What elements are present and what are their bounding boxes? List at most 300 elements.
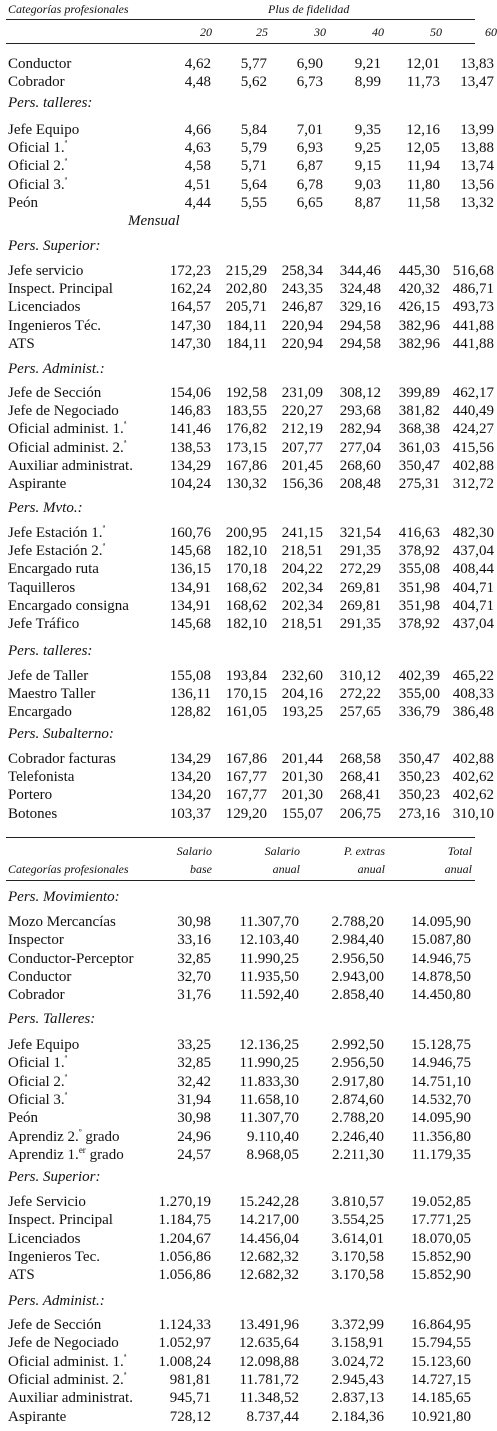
- column-header-line2: anual: [272, 862, 300, 876]
- year-header: 20: [200, 25, 212, 39]
- cell-value: 17.771,25: [411, 1212, 471, 1229]
- cell-value: 408,44: [452, 561, 494, 578]
- cell-value: 310,12: [339, 668, 381, 684]
- cell-value: 11.781,72: [239, 1371, 299, 1388]
- cell-value: 272,29: [339, 561, 381, 578]
- cell-value: 493,73: [452, 299, 494, 316]
- cell-value: 201,30: [281, 787, 323, 804]
- cell-value: 30,98: [177, 914, 211, 930]
- cell-value: 445,30: [398, 263, 440, 279]
- table-row: [0, 685, 494, 703]
- cell-value: 30,98: [177, 1110, 211, 1127]
- cell-value: 218,51: [281, 543, 323, 560]
- table-row: [0, 156, 494, 175]
- cell-value: 184,11: [226, 317, 267, 334]
- cell-value: 167,77: [225, 787, 267, 804]
- cell-value: 232,60: [281, 668, 323, 684]
- ordinal-suffix: ª: [64, 1089, 68, 1100]
- cell-value: 350,23: [398, 787, 440, 804]
- table-row: [0, 194, 494, 212]
- cell-value: 382,96: [398, 335, 440, 352]
- row-label: Cobrador facturas: [8, 751, 116, 767]
- cell-value: 13.491,96: [239, 1317, 299, 1333]
- cell-value: 2.992,50: [331, 1037, 384, 1053]
- cell-value: 5,77: [240, 56, 267, 72]
- row-label: Licenciados: [8, 299, 81, 316]
- cell-value: 1.184,75: [158, 1212, 211, 1229]
- row-label: Inspector: [8, 932, 64, 949]
- cell-value: 14.095,90: [411, 1110, 471, 1127]
- row-label: Auxiliar administrat.: [8, 457, 133, 474]
- cell-value: 201,30: [281, 769, 323, 786]
- ordinal-suffix: º: [78, 1126, 82, 1137]
- cell-value: 402,88: [452, 751, 494, 767]
- row-label: Peón: [8, 1110, 38, 1127]
- cell-value: 204,16: [281, 686, 323, 703]
- cell-value: 8.968,05: [246, 1146, 299, 1163]
- cell-value: 310,10: [452, 805, 494, 822]
- row-label: Mozo Mercancías: [8, 914, 116, 930]
- table-row: [0, 560, 494, 578]
- row-label: Oficial administ. 1.$^ª$: [8, 1351, 127, 1370]
- row-label: Inspect. Principal: [8, 281, 113, 298]
- cell-value: 145,68: [169, 616, 211, 632]
- section-title: Pers. Mvto.:: [8, 500, 83, 516]
- cell-value: 162,24: [169, 281, 211, 298]
- table1-column-header: Categorías profesionales: [8, 2, 129, 16]
- cell-value: 2.917,80: [331, 1073, 384, 1090]
- column-header-line1: P. extras: [343, 844, 385, 858]
- cell-value: 182,10: [225, 543, 267, 560]
- year-header: 40: [372, 25, 384, 39]
- table-row: [0, 768, 494, 786]
- cell-value: 12.136,25: [239, 1037, 299, 1053]
- section-title: Pers. Administ.:: [8, 361, 105, 377]
- cell-value: 404,71: [452, 579, 494, 596]
- table-row: [0, 174, 494, 194]
- ordinal-suffix: ª: [123, 419, 127, 430]
- cell-value: 201,45: [281, 457, 323, 474]
- cell-value: 402,88: [452, 457, 494, 474]
- cell-value: 192,58: [225, 385, 267, 401]
- cell-value: 437,04: [452, 543, 494, 560]
- row-label: Maestro Taller: [8, 686, 96, 703]
- table-row: [0, 335, 494, 353]
- table2-top-rule: [6, 837, 475, 838]
- cell-value: 273,16: [398, 805, 440, 822]
- cell-value: 18.070,05: [411, 1230, 471, 1247]
- cell-value: 147,30: [169, 335, 211, 352]
- cell-value: 9.110,40: [247, 1128, 299, 1145]
- cell-value: 134,91: [169, 597, 211, 614]
- cell-value: 14.751,10: [411, 1073, 471, 1090]
- row-label: Oficial 1.$^ª$: [8, 138, 68, 157]
- cell-value: 207,77: [281, 439, 323, 456]
- ordinal-suffix: ª: [64, 138, 68, 149]
- cell-value: 1.052,97: [158, 1335, 211, 1352]
- row-label: Encargado consigna: [8, 597, 129, 614]
- cell-value: 15.794,55: [411, 1335, 471, 1352]
- cell-value: 269,81: [339, 579, 381, 596]
- table-row: [0, 615, 494, 633]
- cell-value: 404,71: [452, 597, 494, 614]
- column-header-line2: base: [190, 862, 212, 876]
- cell-value: 155,08: [169, 668, 211, 684]
- cell-value: 134,29: [169, 457, 211, 474]
- cell-value: 11,80: [406, 176, 440, 193]
- table-row: [0, 1389, 481, 1407]
- row-label: Oficial administ. 1.$^ª$: [8, 419, 127, 438]
- cell-value: 160,76: [169, 525, 211, 541]
- row-label: Jefe Equipo: [8, 1037, 80, 1053]
- cell-value: 441,88: [452, 317, 494, 334]
- cell-value: 291,35: [339, 543, 381, 560]
- cell-value: 378,92: [398, 616, 440, 632]
- cell-value: 176,82: [225, 421, 267, 438]
- cell-value: 6,65: [296, 194, 323, 211]
- row-label: Cobrador: [8, 987, 65, 1004]
- cell-value: 1.204,67: [158, 1230, 211, 1247]
- cell-value: 4,58: [184, 158, 211, 175]
- cell-value: 11,58: [406, 194, 440, 211]
- cell-value: 202,80: [225, 281, 267, 298]
- cell-value: 2.211,30: [332, 1146, 384, 1163]
- cell-value: 136,15: [169, 561, 211, 578]
- cell-value: 294,58: [339, 317, 381, 334]
- year-header: 30: [314, 25, 326, 39]
- cell-value: 14.217,00: [239, 1212, 299, 1229]
- cell-value: 136,11: [170, 686, 211, 703]
- cell-value: 361,03: [398, 439, 440, 456]
- cell-value: 134,29: [169, 751, 211, 767]
- table-row: [0, 1054, 481, 1072]
- column-header-line2: anual: [357, 862, 385, 876]
- cell-value: 5,55: [240, 194, 267, 211]
- cell-value: 368,38: [398, 421, 440, 438]
- cell-value: 172,23: [169, 263, 211, 279]
- cell-value: 294,58: [339, 335, 381, 352]
- cell-value: 156,36: [281, 476, 323, 492]
- cell-value: 9,35: [354, 122, 381, 138]
- table2-header-rule: [6, 880, 475, 881]
- cell-value: 138,53: [169, 439, 211, 456]
- row-label: Licenciados: [8, 1230, 81, 1247]
- cell-value: 336,79: [398, 704, 440, 721]
- cell-value: 382,96: [398, 317, 440, 334]
- column-header-line2: anual: [444, 862, 472, 876]
- cell-value: 6,73: [296, 74, 323, 91]
- cell-value: 220,27: [281, 403, 323, 420]
- table-row: [0, 1248, 481, 1266]
- cell-value: 11.935,50: [239, 968, 299, 985]
- table-row: [0, 786, 494, 804]
- cell-value: 440,49: [452, 403, 494, 420]
- row-label: Oficial 2.$^ª$: [8, 1071, 68, 1090]
- cell-value: 1.008,24: [158, 1353, 211, 1370]
- cell-value: 2.788,20: [331, 914, 384, 930]
- cell-value: 167,86: [225, 751, 267, 767]
- cell-value: 201,44: [281, 751, 323, 767]
- cell-value: 386,48: [452, 704, 494, 721]
- cell-value: 11.592,40: [239, 987, 299, 1004]
- cell-value: 15.087,80: [411, 932, 471, 949]
- cell-value: 104,24: [169, 476, 211, 492]
- table-row: [0, 950, 481, 968]
- cell-value: 19.052,85: [411, 1194, 471, 1210]
- row-label: Peón: [8, 194, 38, 211]
- cell-value: 258,34: [281, 263, 323, 279]
- cell-value: 205,71: [225, 299, 267, 316]
- cell-value: 420,32: [398, 281, 440, 298]
- cell-value: 5,71: [240, 158, 267, 175]
- row-label: Jefe Equipo: [8, 122, 80, 138]
- row-label: Encargado ruta: [8, 561, 99, 578]
- cell-value: 31,76: [177, 987, 211, 1004]
- row-label: Jefe de Taller: [8, 668, 89, 684]
- row-label: Botones: [8, 805, 58, 822]
- cell-value: 355,00: [398, 686, 440, 703]
- cell-value: 402,62: [452, 769, 494, 786]
- table-row: [0, 805, 494, 823]
- cell-value: 321,54: [339, 525, 381, 541]
- cell-value: 15.852,90: [411, 1267, 471, 1284]
- table-row: [0, 121, 494, 139]
- table-row: [0, 437, 494, 457]
- cell-value: 4,63: [184, 140, 211, 157]
- cell-value: 14.532,70: [411, 1091, 471, 1108]
- cell-value: 2.956,50: [331, 950, 384, 967]
- cell-value: 168,62: [225, 597, 267, 614]
- section-title: Pers. Talleres:: [8, 1011, 96, 1027]
- table-row: [0, 541, 494, 560]
- cell-value: 3.554,25: [331, 1212, 384, 1229]
- cell-value: 272,22: [339, 686, 381, 703]
- cell-value: 170,15: [225, 686, 267, 703]
- cell-value: 3.024,72: [331, 1353, 384, 1370]
- cell-value: 14.456,04: [239, 1230, 299, 1247]
- cell-value: 11.179,35: [411, 1146, 471, 1163]
- table-row: [0, 419, 494, 438]
- cell-value: 269,81: [339, 597, 381, 614]
- row-label: Aprendiz 2.$^º$ grado: [8, 1126, 120, 1145]
- cell-value: 12.682,32: [239, 1248, 299, 1265]
- cell-value: 11,94: [406, 158, 440, 175]
- cell-value: 8,99: [354, 74, 381, 91]
- cell-value: 215,29: [225, 263, 267, 279]
- cell-value: 130,32: [225, 476, 267, 492]
- row-label: Jefe Tráfico: [8, 616, 80, 632]
- cell-value: 3.372,99: [331, 1317, 384, 1333]
- cell-value: 945,71: [169, 1390, 211, 1407]
- cell-value: 350,23: [398, 769, 440, 786]
- cell-value: 167,77: [225, 769, 267, 786]
- row-label: Ingenieros Tec.: [8, 1248, 100, 1265]
- cell-value: 184,11: [226, 335, 267, 352]
- cell-value: 6,87: [296, 158, 323, 175]
- cell-value: 134,20: [169, 769, 211, 786]
- cell-value: 381,82: [398, 403, 440, 420]
- table-row: [0, 138, 494, 157]
- cell-value: 202,34: [281, 579, 323, 596]
- cell-value: 257,65: [339, 704, 381, 721]
- table-row: [0, 262, 494, 280]
- cell-value: 1.056,86: [158, 1248, 211, 1265]
- cell-value: 12,01: [406, 56, 440, 72]
- row-label: ATS: [8, 1267, 35, 1284]
- cell-value: 220,94: [281, 317, 323, 334]
- cell-value: 351,98: [398, 579, 440, 596]
- row-label: Ingenieros Téc.: [8, 317, 102, 334]
- section-title: Pers. talleres:: [8, 643, 93, 659]
- cell-value: 11.990,25: [239, 950, 299, 967]
- cell-value: 2.246,40: [331, 1128, 384, 1145]
- ordinal-suffix: ª: [102, 541, 106, 552]
- cell-value: 3.170,58: [331, 1267, 384, 1284]
- table-row: [0, 750, 494, 768]
- cell-value: 351,98: [398, 597, 440, 614]
- cell-value: 486,71: [452, 281, 494, 298]
- table-row: [0, 1193, 481, 1211]
- ordinal-suffix: er: [78, 1144, 86, 1155]
- cell-value: 146,83: [169, 403, 211, 420]
- cell-value: 355,08: [398, 561, 440, 578]
- cell-value: 4,66: [184, 122, 211, 138]
- cell-value: 12.682,32: [239, 1267, 299, 1284]
- cell-value: 399,89: [398, 385, 440, 401]
- table-row: [0, 1146, 481, 1164]
- cell-value: 3.158,91: [331, 1335, 384, 1352]
- table-row: [0, 579, 494, 597]
- table-row: [0, 1211, 481, 1229]
- cell-value: 312,72: [452, 476, 494, 492]
- cell-value: 13,47: [460, 74, 494, 91]
- cell-value: 231,09: [281, 385, 323, 401]
- cell-value: 5,62: [240, 74, 267, 91]
- table-row: [0, 986, 481, 1004]
- cell-value: 33,25: [177, 1037, 211, 1053]
- cell-value: 728,12: [169, 1408, 211, 1425]
- table-row: [0, 1316, 481, 1334]
- cell-value: 268,41: [339, 787, 381, 804]
- cell-value: 24,57: [177, 1146, 211, 1163]
- cell-value: 2.788,20: [331, 1110, 384, 1127]
- ordinal-suffix: ª: [64, 174, 68, 185]
- cell-value: 204,22: [281, 561, 323, 578]
- row-label: Inspect. Principal: [8, 1212, 113, 1229]
- cell-value: 981,81: [169, 1371, 211, 1388]
- cell-value: 5,64: [240, 176, 267, 193]
- cell-value: 32,85: [177, 1055, 211, 1072]
- row-label: Oficial 3.$^ª$: [8, 174, 68, 193]
- cell-value: 5,79: [240, 140, 267, 157]
- section-title: Pers. Superior:: [8, 1169, 101, 1185]
- cell-value: 402,39: [398, 668, 440, 684]
- row-label: Telefonista: [8, 769, 75, 786]
- cell-value: 13,99: [460, 122, 494, 138]
- table-row: [0, 1230, 481, 1248]
- cell-value: 1.056,86: [158, 1267, 211, 1284]
- cell-value: 13,74: [460, 158, 494, 175]
- cell-value: 268,41: [339, 769, 381, 786]
- row-label: Oficial 1.$^ª$: [8, 1053, 68, 1072]
- cell-value: 182,10: [225, 616, 267, 632]
- ordinal-suffix: ª: [123, 1369, 127, 1380]
- cell-value: 4,62: [184, 56, 211, 72]
- cell-value: 33,16: [177, 932, 211, 949]
- cell-value: 128,82: [169, 704, 211, 721]
- cell-value: 329,16: [339, 299, 381, 316]
- cell-value: 164,57: [169, 299, 211, 316]
- row-label: Encargado: [8, 704, 72, 721]
- cell-value: 11.348,52: [239, 1390, 299, 1407]
- cell-value: 193,25: [281, 704, 323, 721]
- row-label: Jefe de Sección: [8, 385, 102, 401]
- column-header-line1: Salario: [176, 844, 212, 858]
- table-row: [0, 1334, 481, 1352]
- cell-value: 437,04: [452, 616, 494, 632]
- cell-value: 2.945,43: [331, 1371, 384, 1388]
- cell-value: 2.984,40: [331, 932, 384, 949]
- cell-value: 2.184,36: [331, 1408, 384, 1425]
- year-header: 50: [430, 25, 442, 39]
- ordinal-suffix: ª: [64, 1071, 68, 1082]
- section-title: Pers. Movimiento:: [8, 889, 120, 905]
- cell-value: 12,05: [406, 140, 440, 157]
- cell-value: 241,15: [281, 525, 323, 541]
- cell-value: 516,68: [452, 263, 494, 279]
- table-row: [0, 1353, 481, 1371]
- cell-value: 154,06: [169, 385, 211, 401]
- cell-value: 7,01: [296, 122, 323, 138]
- section-title: Pers. Superior:: [8, 238, 101, 254]
- row-label: Aspirante: [8, 1408, 67, 1425]
- row-label: Aprendiz 1.$^{er}$ grado: [8, 1144, 124, 1163]
- cell-value: 1.124,33: [158, 1317, 211, 1333]
- row-label: Conductor: [8, 968, 72, 985]
- cell-value: 268,58: [339, 751, 381, 767]
- cell-value: 8,87: [354, 194, 381, 211]
- cell-value: 220,94: [281, 335, 323, 352]
- cell-value: 243,35: [281, 281, 323, 298]
- table-row: [0, 667, 494, 685]
- cell-value: 14.095,90: [411, 914, 471, 930]
- table-row: [0, 457, 494, 475]
- cell-value: 13,56: [460, 176, 494, 193]
- row-label: Oficial administ. 2.$^ª$: [8, 437, 127, 456]
- cell-value: 11.307,70: [239, 1110, 299, 1127]
- row-label: Jefe servicio: [8, 263, 84, 279]
- cell-value: 344,46: [339, 263, 381, 279]
- cell-value: 212,19: [281, 421, 323, 438]
- cell-value: 282,94: [339, 421, 381, 438]
- cell-value: 200,95: [225, 525, 267, 541]
- cell-value: 11.833,30: [239, 1073, 299, 1090]
- cell-value: 15.123,60: [411, 1353, 471, 1370]
- cell-value: 402,62: [452, 787, 494, 804]
- row-label: Jefe Estación 2.$^ª$: [8, 541, 106, 560]
- cell-value: 246,87: [281, 299, 323, 316]
- row-label: Oficial administ. 2.$^ª$: [8, 1369, 127, 1388]
- cell-value: 6,93: [296, 140, 323, 157]
- cell-value: 170,18: [225, 561, 267, 578]
- ordinal-suffix: ª: [64, 1053, 68, 1064]
- cell-value: 14.878,50: [411, 968, 471, 985]
- cell-value: 308,12: [339, 385, 381, 401]
- cell-value: 2.837,13: [331, 1390, 384, 1407]
- cell-value: 14.185,65: [411, 1390, 471, 1407]
- cell-value: 155,07: [281, 805, 323, 822]
- cell-value: 424,27: [452, 421, 494, 438]
